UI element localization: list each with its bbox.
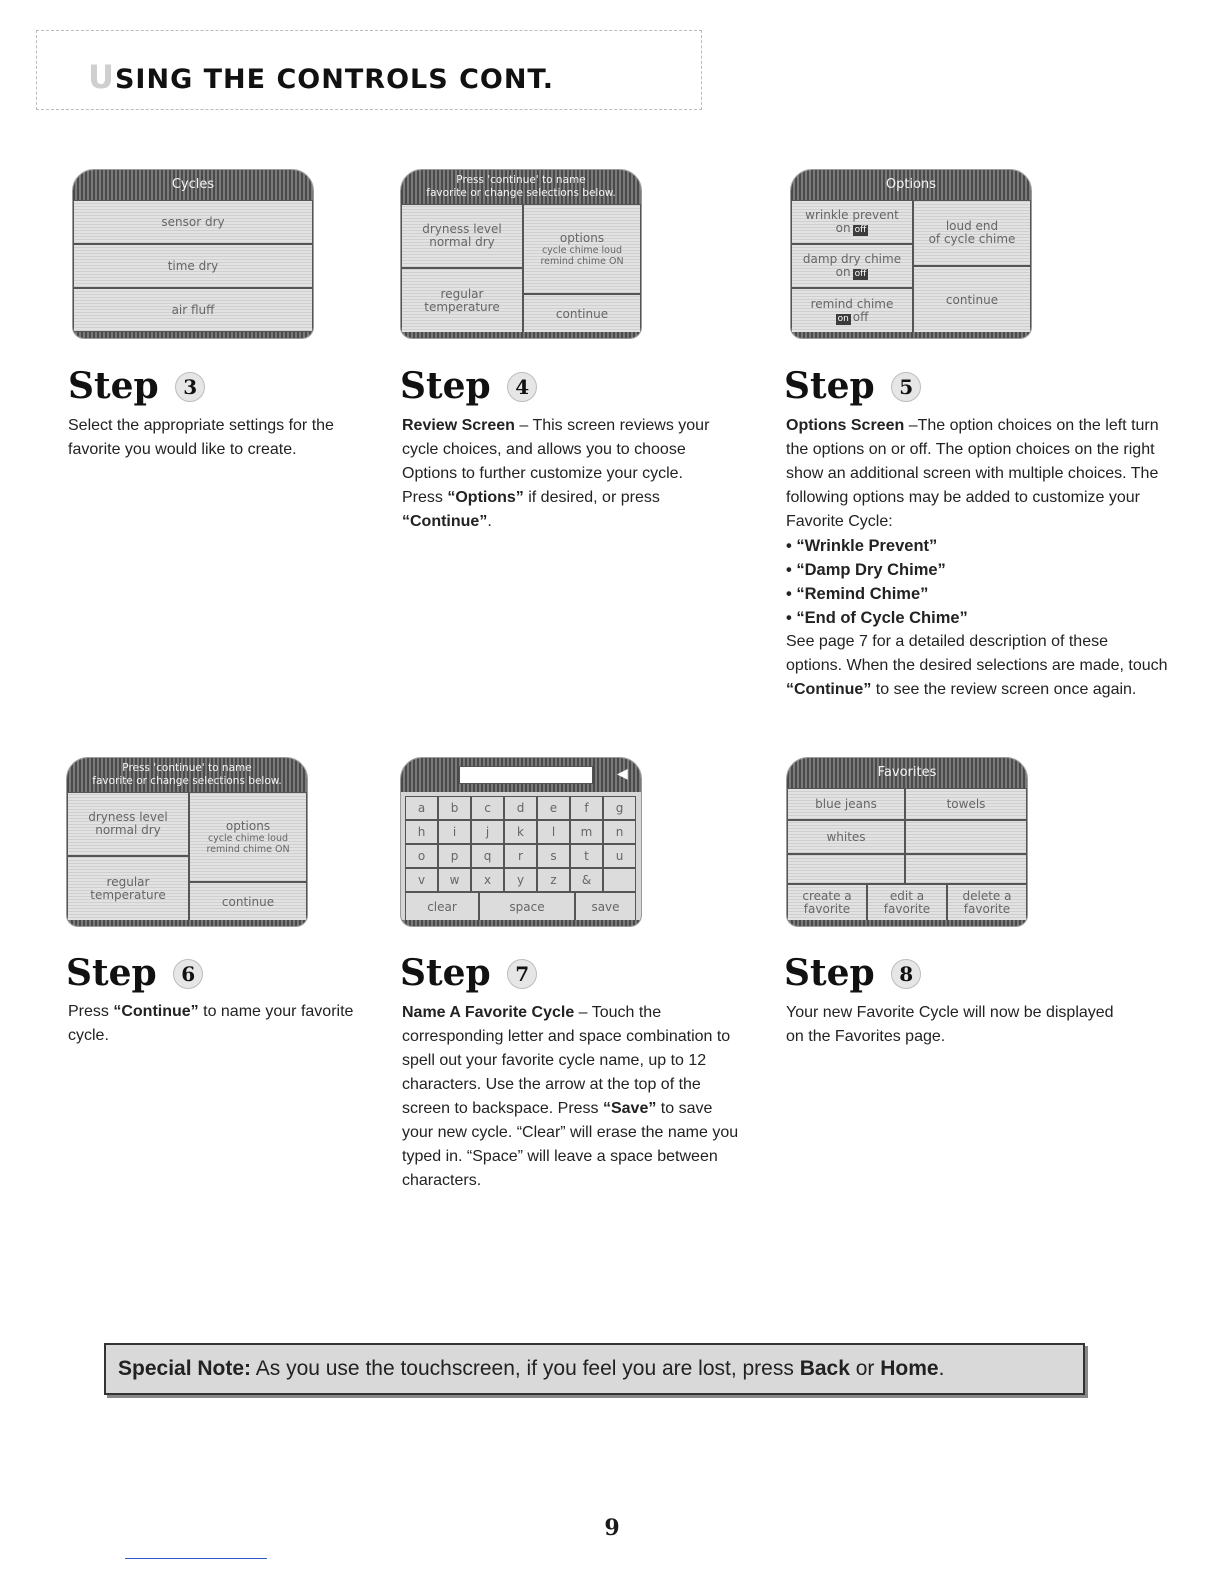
cycles-bar: Cycles bbox=[73, 170, 313, 200]
bullet-item: • “Damp Dry Chime” bbox=[786, 561, 946, 579]
screen-footer bbox=[791, 332, 1031, 338]
step-5-text: Options Screen –The option choices on the left turn the options on or off. The option choices on the right show an additional screen with multiple choices. The following options may be added to customize your Favorite Cycle: • “Wrinkle Prevent” • “Damp Dry Chime” • “Remind Chime” • “End of Cycle Chime” See page 7 for a detailed description of these options. When the desired selections are made, touch “Continue” to see the review screen once again. bbox=[786, 417, 1168, 698]
step-7-text: Name A Favorite Cycle – Touch the corresponding letter and space combination to spell out your favorite cycle name, up to 12 characters. Use the arrow at the top of the screen to backspace. Press “Save” to save your new cycle. “Clear” will erase the name you typed in. “Space” will leave a space between characters. bbox=[402, 1004, 739, 1189]
key-t[interactable]: t bbox=[570, 844, 603, 868]
bullet-item: • “Wrinkle Prevent” bbox=[786, 537, 938, 555]
step-4-text: Review Screen – This screen reviews your cycle choices, and allows you to choose Options to further customize your cycle. Press “Options” if desired, or press “Continue”. bbox=[402, 417, 710, 530]
title-initial: U bbox=[88, 58, 115, 96]
key-z[interactable]: z bbox=[537, 868, 570, 892]
review-bar: Press 'continue' to name favorite or change selections below. bbox=[401, 170, 641, 204]
special-note: Special Note: As you use the touchscreen, if you feel you are lost, press Back or Home. bbox=[104, 1343, 1085, 1395]
review-screen bbox=[400, 169, 642, 339]
cycles-screen bbox=[72, 169, 314, 339]
step-3-heading: Step 3 bbox=[68, 365, 205, 407]
key-k[interactable]: k bbox=[504, 820, 537, 844]
key-l[interactable]: l bbox=[537, 820, 570, 844]
wrinkle-prevent-toggle[interactable]: wrinkle prevent on off bbox=[791, 200, 913, 244]
key-e[interactable]: e bbox=[537, 796, 570, 820]
favorite-empty-slot[interactable] bbox=[905, 820, 1027, 854]
step-number-badge: 7 bbox=[507, 959, 537, 989]
key-a[interactable]: a bbox=[405, 796, 438, 820]
key-blank[interactable] bbox=[603, 868, 636, 892]
bullet-item: • “End of Cycle Chime” bbox=[786, 609, 968, 627]
key-q[interactable]: q bbox=[471, 844, 504, 868]
key-d[interactable]: d bbox=[504, 796, 537, 820]
continue-button[interactable]: continue bbox=[913, 266, 1031, 334]
key-y[interactable]: y bbox=[504, 868, 537, 892]
screen-footer bbox=[401, 332, 641, 338]
continue-button[interactable]: continue bbox=[189, 882, 307, 922]
key-ampersand[interactable]: & bbox=[570, 868, 603, 892]
step-5-heading: Step 5 bbox=[784, 365, 921, 407]
review-screen bbox=[66, 757, 308, 927]
page-number: 9 bbox=[604, 1515, 620, 1541]
step-7-heading: Step 7 bbox=[400, 952, 537, 994]
review-bar: Press 'continue' to name favorite or change selections below. bbox=[67, 758, 307, 792]
name-entry-field[interactable] bbox=[459, 766, 593, 784]
damp-dry-chime-toggle[interactable]: damp dry chime on off bbox=[791, 244, 913, 288]
key-o[interactable]: o bbox=[405, 844, 438, 868]
key-r[interactable]: r bbox=[504, 844, 537, 868]
key-f[interactable]: f bbox=[570, 796, 603, 820]
favorite-towels-button[interactable]: towels bbox=[905, 788, 1027, 820]
off-tag: off bbox=[854, 268, 867, 279]
create-favorite-button[interactable]: create a favorite bbox=[787, 884, 867, 922]
on-tag: on bbox=[837, 313, 849, 324]
favorites-screen bbox=[786, 757, 1028, 927]
key-x[interactable]: x bbox=[471, 868, 504, 892]
clear-button[interactable]: clear bbox=[405, 892, 479, 922]
step-number-badge: 8 bbox=[891, 959, 921, 989]
backspace-arrow-icon[interactable]: ◀ bbox=[617, 766, 628, 782]
screen-footer bbox=[67, 920, 307, 926]
key-u[interactable]: u bbox=[603, 844, 636, 868]
step-6-text: Press “Continue” to name your favorite cycle. bbox=[68, 1003, 354, 1044]
title-rest: SING THE CONTROLS CONT. bbox=[114, 64, 555, 95]
cycle-air-fluff-button[interactable]: air fluff bbox=[73, 288, 313, 332]
temperature-button[interactable]: regular temperature bbox=[401, 268, 523, 334]
special-note-label: Special Note: bbox=[118, 1357, 252, 1380]
temperature-button[interactable]: regular temperature bbox=[67, 856, 189, 922]
key-h[interactable]: h bbox=[405, 820, 438, 844]
space-button[interactable]: space bbox=[479, 892, 575, 922]
screen-footer bbox=[787, 920, 1027, 926]
save-button[interactable]: save bbox=[575, 892, 636, 922]
key-c[interactable]: c bbox=[471, 796, 504, 820]
options-screen bbox=[790, 169, 1032, 339]
options-button[interactable]: options cycle chime loud remind chime ON bbox=[523, 204, 641, 294]
favorite-blue-jeans-button[interactable]: blue jeans bbox=[787, 788, 905, 820]
remind-chime-toggle[interactable]: remind chime on off bbox=[791, 288, 913, 334]
screen-footer bbox=[401, 920, 641, 926]
favorite-empty-slot[interactable] bbox=[905, 854, 1027, 884]
step-4-heading: Step 4 bbox=[400, 365, 537, 407]
cycle-time-dry-button[interactable]: time dry bbox=[73, 244, 313, 288]
step-number-badge: 5 bbox=[891, 372, 921, 402]
edit-favorite-button[interactable]: edit a favorite bbox=[867, 884, 947, 922]
step-3-text: Select the appropriate settings for the favorite you would like to create. bbox=[68, 417, 334, 458]
step-number-badge: 6 bbox=[173, 959, 203, 989]
options-bar: Options bbox=[791, 170, 1031, 200]
dryness-level-button[interactable]: dryness level normal dry bbox=[401, 204, 523, 268]
options-button[interactable]: options cycle chime loud remind chime ON bbox=[189, 792, 307, 882]
key-g[interactable]: g bbox=[603, 796, 636, 820]
key-n[interactable]: n bbox=[603, 820, 636, 844]
bullet-item: • “Remind Chime” bbox=[786, 585, 929, 603]
step-number-badge: 4 bbox=[507, 372, 537, 402]
screen-footer bbox=[73, 332, 313, 338]
page-title bbox=[88, 58, 554, 96]
step-8-heading: Step 8 bbox=[784, 952, 921, 994]
favorite-empty-slot[interactable] bbox=[787, 854, 905, 884]
favorites-bar: Favorites bbox=[787, 758, 1027, 788]
dryness-level-button[interactable]: dryness level normal dry bbox=[67, 792, 189, 856]
continue-button[interactable]: continue bbox=[523, 294, 641, 334]
key-i[interactable]: i bbox=[438, 820, 471, 844]
key-v[interactable]: v bbox=[405, 868, 438, 892]
step-8-text: Your new Favorite Cycle will now be displayed on the Favorites page. bbox=[786, 1004, 1114, 1045]
delete-favorite-button[interactable]: delete a favorite bbox=[947, 884, 1027, 922]
step-number-badge: 3 bbox=[175, 372, 205, 402]
off-tag: off bbox=[854, 224, 867, 235]
keyboard-screen bbox=[400, 757, 642, 927]
key-w[interactable]: w bbox=[438, 868, 471, 892]
favorite-whites-button[interactable]: whites bbox=[787, 820, 905, 854]
key-s[interactable]: s bbox=[537, 844, 570, 868]
key-p[interactable]: p bbox=[438, 844, 471, 868]
footer-rule bbox=[125, 1558, 267, 1559]
loud-end-of-cycle-chime-button[interactable]: loud end of cycle chime bbox=[913, 200, 1031, 266]
cycle-sensor-dry-button[interactable]: sensor dry bbox=[73, 200, 313, 244]
key-m[interactable]: m bbox=[570, 820, 603, 844]
step-6-heading: Step 6 bbox=[66, 952, 203, 994]
key-j[interactable]: j bbox=[471, 820, 504, 844]
key-b[interactable]: b bbox=[438, 796, 471, 820]
